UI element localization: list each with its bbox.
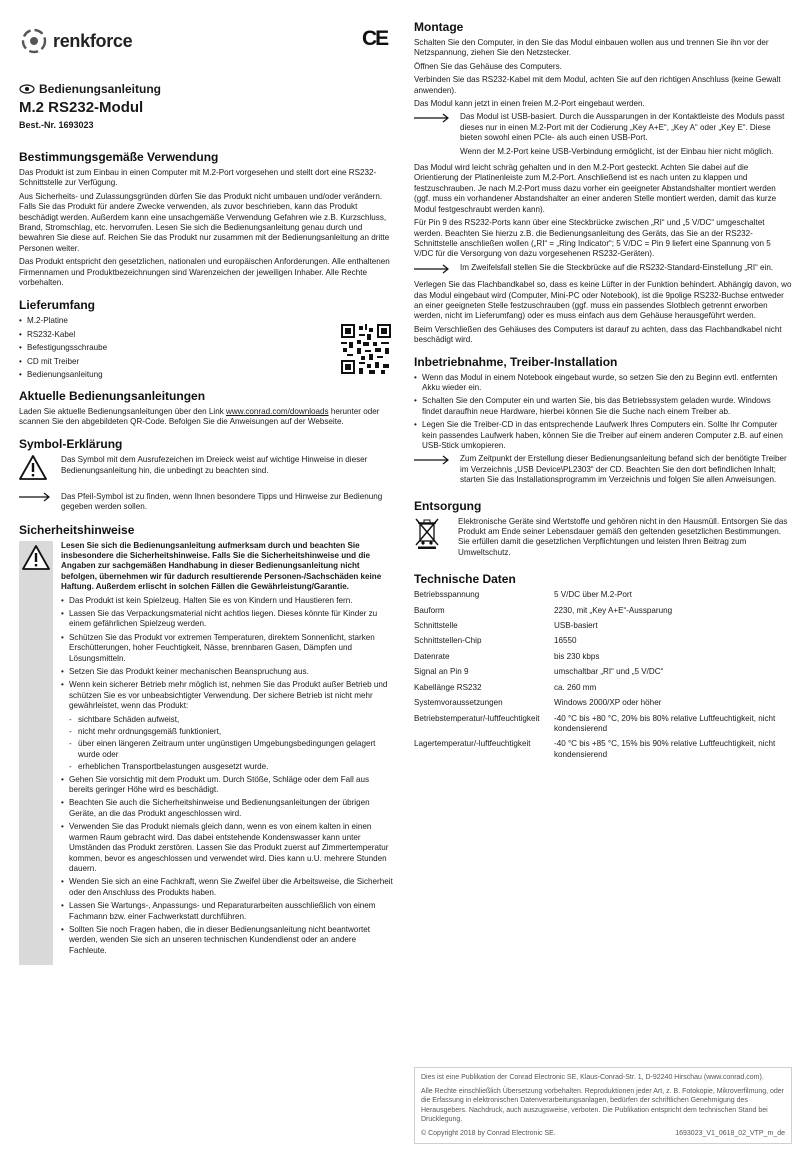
arrow-right-icon xyxy=(414,112,454,160)
list-item: • Befestigungsschraube xyxy=(19,343,395,353)
mounting-para: Das Modul wird leicht schräg gehalten und in den M.2-Port gesteckt. Achten Sie dabei auf die Orientierung der Platinenleiste zum M.2-Port. Anschließend ist es nach unten zu klappen und festzuschrauben. Je nach M.2-Port muss dazu vorher ein geeigneter Abstandshalter montiert werden (ggf. muss ein vorhandener Abstandshalter an einer anderen Stelle montiert werden, damit das kurze Modul festgeschraubt werden kann). xyxy=(414,163,777,214)
mounting-para: Für Pin 9 des RS232-Ports kann über eine Steckbrücke zwischen „RI“ und „5 V/DC“ umgeschaltet werden. Beachten Sie hierzu z.B. die Bedienungsanleitung des Geräts, das Sie an der RS232-Schnittstelle anschließen wollen („RI“ = „Ring Indicator“; 5 V/DC = Pin 9 liefert eine Spannung von 5 V/DC für die Versorgung von dazu vorgesehenen RS232-Geräten). xyxy=(414,218,771,259)
table-row xyxy=(414,621,792,636)
disposal-row xyxy=(414,517,792,559)
list-item: • Wenn das Modul in einem Notebook eingebaut wurde, so setzen Sie den zu Beginn evtl. entfernten Akku wieder ein. xyxy=(414,373,792,394)
safety-sidebar xyxy=(19,541,53,965)
safety-intro: Lesen Sie sich die Bedienungsanleitung aufmerksam durch und beachten Sie insbesondere die Sicherheitshinweise. Falls Sie die Sicherheitshinweise und die Angaben zur sachgemäßen Handhabung in dieser Bedienungsanleitung nicht befolgen, übernehmen wir für dadurch resultierende Personen-/Sachschäden keine Haftung. Außerdem erlischt in solchen Fällen die Gewährleistung/Garantie. xyxy=(61,540,382,592)
download-link[interactable]: www.conrad.com/downloads xyxy=(226,406,329,416)
arrow-right-icon xyxy=(414,454,454,488)
list-item: • Das Produkt ist kein Spielzeug. Halten Sie es von Kindern und Haustieren fern. xyxy=(61,596,395,606)
imprint-rights: Alle Rechte einschließlich Übersetzung vorbehalten. Reproduktionen jeder Art, z. B. Fotokopie, Mikroverfilmung, oder die Erfassung in elektronischen Datenverarbeitungsanlagen, bedürfen der schriftlichen Genehmigung des Herausgebers. Nachdruck, auch auszugsweise, verboten. Die Publikation entspricht dem technischen Stand bei Drucklegung. xyxy=(421,1087,785,1123)
tech-key: Betriebsspannung xyxy=(414,590,480,600)
mounting-para: Verbinden Sie das RS232-Kabel mit dem Modul, achten Sie auf den richtigen Anschluss (keine Gewalt anwenden). xyxy=(414,75,781,95)
table-row xyxy=(414,714,792,740)
safety-list-a xyxy=(61,596,395,712)
list-item: • Sollten Sie noch Fragen haben, die in dieser Bedienungsanleitung nicht beantwortet werden, wenden Sie sich an unseren technischen Kundendienst oder an andere Fachleute. xyxy=(61,925,395,956)
mounting-para: Das Modul kann jetzt in einen freien M.2-Port eingebaut werden. xyxy=(414,99,645,109)
tech-key: Kabellänge RS232 xyxy=(414,682,482,692)
mounting-note-text: Wenn der M.2-Port keine USB-Verbindung ermöglicht, ist der Einbau hier nicht möglich. xyxy=(460,146,774,156)
mounting-note xyxy=(460,112,792,160)
mounting-para: Schalten Sie den Computer, in den Sie das Modul einbauen wollen aus und trennen Sie ihn vor der Netzspannung, ziehen Sie den Netzstecker. xyxy=(414,38,769,58)
tech-key: Datenrate xyxy=(414,651,450,661)
current-manuals-text-before: Laden Sie aktuelle Bedienungsanleitungen über den Link xyxy=(19,406,227,416)
safety-content xyxy=(61,541,395,957)
tech-value: -40 °C bis +80 °C, 20% bis 80% relative Luftfeuchtigkeit, nicht kondensierend xyxy=(554,713,776,733)
current-manuals-title: Aktuelle Bedienungsanleitungen xyxy=(19,388,206,403)
tech-value: Windows 2000/XP oder höher xyxy=(554,698,662,708)
table-row xyxy=(414,636,792,651)
tech-value: 5 V/DC über M.2-Port xyxy=(554,590,632,600)
list-item: • Lassen Sie Wartungs-, Anpassungs- und Reparaturarbeiten ausschließlich von einem Fachmann bzw. einer Fachwerkstatt durchführen. xyxy=(61,901,395,922)
safety-box xyxy=(19,541,395,957)
list-item: • CD mit Treiber xyxy=(19,357,395,367)
symbols-title: Symbol-Erklärung xyxy=(19,437,123,452)
tech-key: Schnittstelle xyxy=(414,621,458,631)
list-item: - erheblichen Transportbelastungen ausgesetzt wurde. xyxy=(69,762,395,772)
imprint-box xyxy=(414,1067,792,1144)
tech-key: Betriebstemperatur/-luftfeuchtigkeit xyxy=(414,713,540,723)
tech-value: USB-basiert xyxy=(554,621,598,631)
mounting-title: Montage xyxy=(414,20,464,34)
ce-mark: CE xyxy=(362,27,388,50)
list-item: • Wenn kein sicherer Betrieb mehr möglich ist, nehmen Sie das Produkt außer Betrieb und schützen Sie es vor unbeabsichtigter Verwendung. Der sichere Betrieb ist nicht mehr gewährleistet, wenn das Produkt: xyxy=(61,680,395,711)
right-column xyxy=(414,20,792,765)
imprint-bottom-row xyxy=(421,1129,785,1139)
list-item: • Verwenden Sie das Produkt niemals gleich dann, wenn es von einem kalten in einen warmen Raum gebracht wird. Das dabei entstehende Kondenswasser kann unter Umständen das Produkt zerstören. Lassen Sie das Produkt zuerst auf Zimmertemperatur kommen, bevor es angeschlossen und verwendet wird. Dies kann u.U. mehrere Stunden dauern. xyxy=(61,822,395,874)
symbol-arrow-row xyxy=(19,492,395,513)
tech-value: ca. 260 mm xyxy=(554,682,597,692)
intended-use-para: Das Produkt entspricht den gesetzlichen, nationalen und europäischen Anforderungen. Alle enthaltenen Firmennamen und Produktbezeichnungen sind Warenzeichen der jeweiligen Inhaber. Alle Rechte vorbehalten. xyxy=(19,257,390,288)
list-item: • Bedienungsanleitung xyxy=(19,370,395,380)
tech-key: Schnittstellen-Chip xyxy=(414,636,482,646)
tech-key: Systemvoraussetzungen xyxy=(414,698,503,708)
mounting-note-text: Im Zweifelsfall stellen Sie die Steckbrücke auf die RS232-Standard-Einstellung „RI“ ein. xyxy=(460,262,774,272)
arrow-right-icon xyxy=(19,492,51,513)
intended-use-para: Das Produkt ist zum Einbau in einen Computer mit M.2-Port vorgesehen und stellt dort eine RS232-Schnittstelle zur Verfügung. xyxy=(19,168,377,188)
left-column xyxy=(19,150,395,959)
warning-triangle-icon xyxy=(22,545,50,570)
brand-logo xyxy=(19,26,159,56)
setup-note-row xyxy=(414,454,792,488)
imprint-line: Dies ist eine Publikation der Conrad Electronic SE, Klaus-Conrad-Str. 1, D-92240 Hirschau (www.conrad.com). xyxy=(421,1074,764,1081)
product-title: M.2 RS232-Modul xyxy=(19,99,144,116)
table-row xyxy=(414,652,792,667)
table-row xyxy=(414,698,792,713)
tech-title: Technische Daten xyxy=(414,572,516,587)
mounting-note-row xyxy=(414,112,792,160)
table-row xyxy=(414,590,792,605)
tech-key: Signal an Pin 9 xyxy=(414,667,469,677)
brand-name: renkforce xyxy=(53,31,133,51)
safety-list-b xyxy=(61,775,395,957)
eye-icon xyxy=(19,84,35,94)
safety-sub-list xyxy=(69,715,395,773)
intended-use-title: Bestimmungsgemäße Verwendung xyxy=(19,150,219,164)
table-row xyxy=(414,739,792,765)
tech-key: Lagertemperatur/-luftfeuchtigkeit xyxy=(414,739,531,749)
current-manuals-text-after: herunter oder scannen Sie den abgebildeten QR-Code. Befolgen Sie die Anweisungen auf der Webseite. xyxy=(19,406,380,426)
list-item: • M.2-Platine xyxy=(19,316,395,326)
qr-code-icon[interactable] xyxy=(341,324,391,374)
tech-table xyxy=(414,590,792,765)
tech-value: -40 °C bis +85 °C, 15% bis 90% relative Luftfeuchtigkeit, nicht kondensierend xyxy=(554,739,776,759)
delivery-title: Lieferumfang xyxy=(19,298,96,313)
list-item: • RS232-Kabel xyxy=(19,330,395,340)
document-code: 1693023_V1_0618_02_VTP_m_de xyxy=(675,1129,785,1137)
safety-title: Sicherheitshinweise xyxy=(19,522,135,537)
mounting-para: Beim Verschließen des Gehäuses des Computers ist darauf zu achten, dass das Flachbandkabel nicht beschädigt wird. xyxy=(414,324,782,345)
delivery-block xyxy=(19,316,395,380)
list-item: - über einen längeren Zeitraum unter ungünstigen Umgebungsbedingungen gelagert wurde oder xyxy=(69,739,395,760)
current-manuals-text xyxy=(19,407,395,428)
setup-title: Inbetriebnahme, Treiber-Installation xyxy=(414,354,618,369)
table-row xyxy=(414,667,792,682)
manual-header xyxy=(19,82,395,131)
list-item: • Gehen Sie vorsichtig mit dem Produkt um. Durch Stöße, Schläge oder dem Fall aus bereits geringer Höhe wird es beschädigt. xyxy=(61,775,395,796)
warning-triangle-icon xyxy=(19,455,51,483)
disposal-text: Elektronische Geräte sind Wertstoffe und gehören nicht in den Hausmüll. Entsorgen Sie das Produkt am Ende seiner Lebensdauer gemäß den geltenden gesetzlichen Bestimmungen. Sie erfüllen damit die gesetzlichen Verpflichtungen und leisten Ihren Beitrag zum Umweltschutz. xyxy=(458,516,788,557)
mounting-note-text: Das Modul ist USB-basiert. Durch die Aussparungen in der Kontaktleiste des Moduls passt dieses nur in einen M.2-Port mit der Codierung „Key A+E“, „Key A“ oder „Key E“. Diese bieten sowohl einen PCIe- als auch einen USB-Port. xyxy=(460,112,785,143)
list-item: - sichtbare Schäden aufweist, xyxy=(69,715,395,725)
mounting-para: Verlegen Sie das Flachbandkabel so, dass es keine Lüfter in der Funktion behindert. Abhängig davon, wo das Modul eingebaut wird (Computer, Mini-PC oder Notebook), ist die 9polige RS232-Buchse entweder an einer geeigneten Stelle festzuschrauben (ggf. muss ein passendes Slotblech getrennt erworben werden, nicht im Lieferumfang) oder es muss einfach aus dem Gehäuse herausgeführt werden. xyxy=(414,280,792,321)
tech-value: 16550 xyxy=(554,636,577,646)
list-item: • Beachten Sie auch die Sicherheitshinweise und Bedienungsanleitungen der übrigen Geräte, an die das Produkt angeschlossen wird. xyxy=(61,798,395,819)
symbol-warning-row xyxy=(19,455,395,483)
mounting-note-row xyxy=(414,263,792,277)
manual-heading: Bedienungsanleitung xyxy=(39,82,162,96)
disposal-title: Entsorgung xyxy=(414,498,482,513)
order-number: Best.-Nr. 1693023 xyxy=(19,120,94,130)
table-row xyxy=(414,606,792,621)
setup-note-text: Zum Zeitpunkt der Erstellung dieser Bedienungsanleitung befand sich der benötigte Treiber im Verzeichnis „USB Device\PL2303“ der CD. Beachten Sie den dort befindlichen Inhalt; starten Sie das Installationsprogramm im Verzeichnis und folgen Sie allen Anweisungen. xyxy=(460,454,787,485)
arrow-right-icon xyxy=(414,263,454,277)
list-item: • Wenden Sie sich an eine Fachkraft, wenn Sie Zweifel über die Arbeitsweise, die Sicherheit oder den Anschluss des Produkts haben. xyxy=(61,877,395,898)
table-row xyxy=(414,683,792,698)
tech-key: Bauform xyxy=(414,605,445,615)
setup-list xyxy=(414,373,792,452)
delivery-list xyxy=(19,316,395,380)
mounting-para: Öffnen Sie das Gehäuse des Computers. xyxy=(414,61,562,71)
manual-heading-row xyxy=(19,82,395,96)
list-item: - nicht mehr ordnungsgemäß funktioniert, xyxy=(69,727,395,737)
symbol-warning-text: Das Symbol mit dem Ausrufezeichen im Dreieck weist auf wichtige Hinweise in dieser Bedienungsanleitung hin, die unbedingt zu beachten sind. xyxy=(61,455,368,475)
symbol-arrow-text: Das Pfeil-Symbol ist zu finden, wenn Ihnen besondere Tipps und Hinweise zur Bedienung gegeben werden sollen. xyxy=(61,491,383,512)
list-item: • Schalten Sie den Computer ein und warten Sie, bis das Betriebssystem geladen wurde. Windows findet daraufhin neue Hardware, hierbei können Sie die Suche nach einem Treiber ab. xyxy=(414,396,792,417)
copyright: © Copyright 2018 by Conrad Electronic SE. xyxy=(421,1129,556,1137)
list-item: • Schützen Sie das Produkt vor extremen Temperaturen, direktem Sonnenlicht, starken Erschütterungen, hoher Feuchtigkeit, Nässe, brennbaren Gasen, Dämpfen und Lösungsmitteln. xyxy=(61,633,395,664)
renkforce-logo-icon xyxy=(19,26,49,56)
tech-value: 2230, mit „Key A+E“-Aussparung xyxy=(554,605,673,615)
tech-value: umschaltbar „RI“ und „5 V/DC“ xyxy=(554,667,664,677)
list-item: • Legen Sie die Treiber-CD in das entsprechende Laufwerk Ihres Computers ein. Sollte Ihr Computer kein passendes Laufwerk haben, können Sie die Treiber auf einem anderen Computer z.B. auf einen USB-Stick umkopieren. xyxy=(414,420,792,451)
list-item: • Lassen Sie das Verpackungsmaterial nicht achtlos liegen. Dieses könnte für Kinder zu einem gefährlichen Spielzeug werden. xyxy=(61,609,395,630)
list-item: • Setzen Sie das Produkt keiner mechanischen Beanspruchung aus. xyxy=(61,667,395,677)
intended-use-para: Aus Sicherheits- und Zulassungsgründen dürfen Sie das Produkt nicht umbauen und/oder verändern. Falls Sie das Produkt für andere Zwecke verwenden, als zuvor beschrieben, kann das Produkt beschädigt werden. Außerdem kann eine unsachgemäße Verwendung Gefahren wie z.B. Kurzschluss, Brand, Stromschlag, etc. hervorrufen. Lesen Sie sich die Bedienungsanleitung genau durch und bewahren Sie diese auf. Reichen Sie das Produkt nur zusammen mit der Bedienungsanleitung an dritte Personen weiter. xyxy=(19,191,390,253)
tech-value: bis 230 kbps xyxy=(554,651,600,661)
crossed-bin-icon xyxy=(414,517,446,559)
